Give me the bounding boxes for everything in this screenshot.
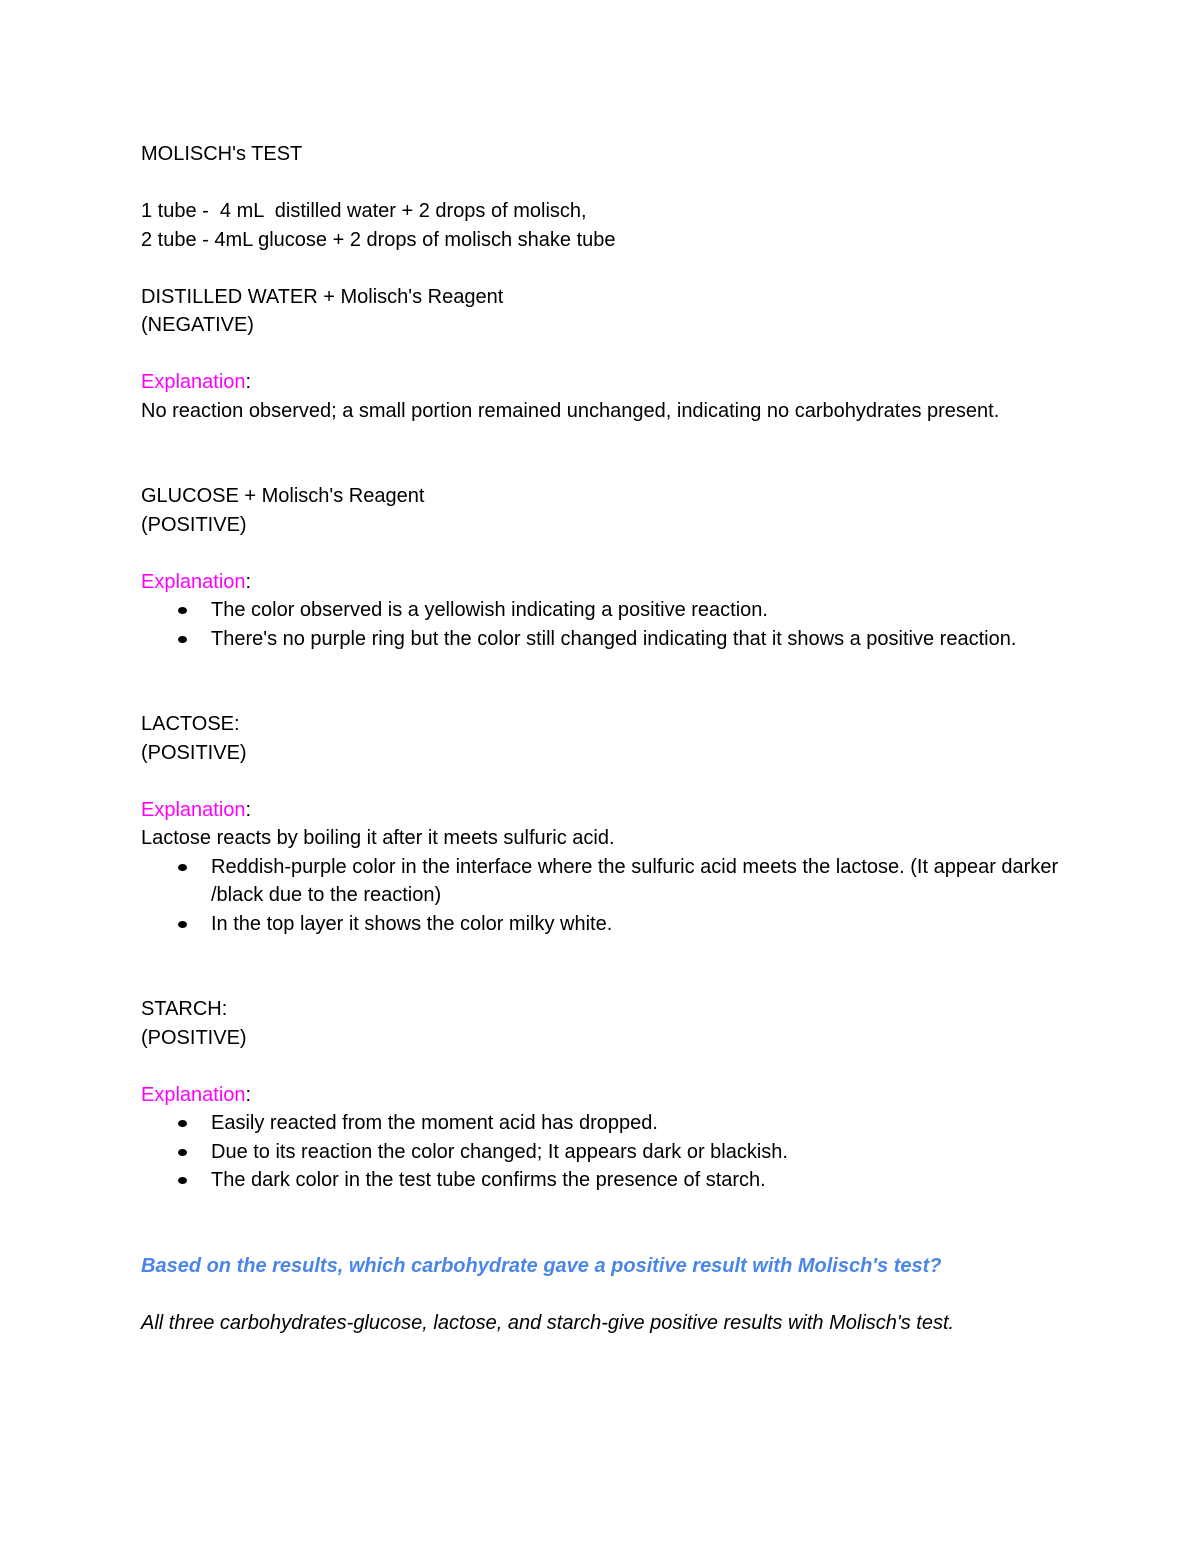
- bullet-dot-icon: [178, 921, 187, 928]
- bullet-dot-icon: [178, 1120, 187, 1127]
- answer-text: All three carbohydrates-glucose, lactose, and starch-give positive results with Molisch's test.: [141, 1311, 955, 1334]
- spacer: [141, 938, 1081, 995]
- glucose-result: (POSITIVE): [141, 513, 247, 536]
- explanation-label-text: Explanation: [141, 570, 246, 593]
- starch-result: (POSITIVE): [141, 1026, 247, 1049]
- list-item: [141, 853, 1081, 910]
- bullet-text: Easily reacted from the moment acid has dropped.: [211, 1112, 658, 1134]
- bullet-dot-icon: [178, 1149, 187, 1156]
- bullet-dot-icon: [178, 864, 187, 871]
- list-item: [141, 910, 1081, 939]
- explanation-label-text: Explanation: [141, 1083, 246, 1106]
- list-item: [141, 625, 1081, 654]
- spacer: [141, 653, 1081, 710]
- question-text: Based on the results, which carbohydrate gave a positive result with Molisch's test?: [141, 1254, 942, 1277]
- spacer: [141, 254, 1081, 283]
- explanation-label-text: Explanation: [141, 371, 246, 393]
- procedure-line-2: 2 tube - 4mL glucose + 2 drops of molisch shake tube: [141, 228, 616, 251]
- spacer: [141, 1280, 1081, 1309]
- document-title: MOLISCH's TEST: [141, 143, 303, 165]
- water-explanation-text: No reaction observed; a small portion remained unchanged, indicating no carbohydrates present.: [141, 399, 1000, 422]
- spacer: [141, 340, 1081, 369]
- spacer: [141, 1052, 1081, 1081]
- bullet-dot-icon: [178, 1177, 187, 1184]
- lactose-explanation-text: Lactose reacts by boiling it after it meets sulfuric acid.: [141, 827, 615, 849]
- spacer: [141, 425, 1081, 482]
- list-item: [141, 1138, 1081, 1167]
- lactose-bullet-list: [141, 853, 1081, 939]
- bullet-text: In the top layer it shows the color milky white.: [211, 912, 613, 935]
- glucose-explanation-label: Explanation:: [141, 570, 252, 593]
- water-explanation-label: Explanation:: [141, 371, 252, 393]
- list-item: [141, 1109, 1081, 1138]
- list-item: [141, 1166, 1081, 1195]
- starch-bullet-list: [141, 1109, 1081, 1195]
- water-result: (NEGATIVE): [141, 314, 254, 336]
- spacer: [141, 767, 1081, 796]
- glucose-heading: GLUCOSE + Molisch's Reagent: [141, 485, 425, 507]
- bullet-text: The color observed is a yellowish indicating a positive reaction.: [211, 599, 768, 621]
- bullet-text: Reddish-purple color in the interface where the sulfuric acid meets the lactose. (It appear darker /black due to the reaction): [211, 855, 1059, 906]
- bullet-text: The dark color in the test tube confirms the presence of starch.: [211, 1169, 766, 1191]
- bullet-dot-icon: [178, 636, 187, 643]
- bullet-dot-icon: [178, 607, 187, 614]
- lactose-result: (POSITIVE): [141, 741, 247, 764]
- starch-heading: STARCH:: [141, 998, 228, 1020]
- spacer: [141, 539, 1081, 568]
- list-item: [141, 596, 1081, 625]
- lactose-explanation-label: Explanation:: [141, 798, 252, 821]
- spacer: [141, 1195, 1081, 1252]
- procedure-line-1: 1 tube - 4 mL distilled water + 2 drops of molisch,: [141, 200, 587, 222]
- bullet-text: Due to its reaction the color changed; It appears dark or blackish.: [211, 1140, 788, 1163]
- explanation-label-text: Explanation: [141, 798, 246, 821]
- document-page: [141, 140, 1081, 1337]
- starch-explanation-label: Explanation:: [141, 1083, 252, 1106]
- lactose-heading: LACTOSE:: [141, 713, 240, 735]
- glucose-bullet-list: [141, 596, 1081, 653]
- spacer: [141, 169, 1081, 198]
- water-heading: DISTILLED WATER + Molisch's Reagent: [141, 285, 504, 308]
- bullet-text: There's no purple ring but the color still changed indicating that it shows a positive reaction.: [211, 627, 1017, 650]
